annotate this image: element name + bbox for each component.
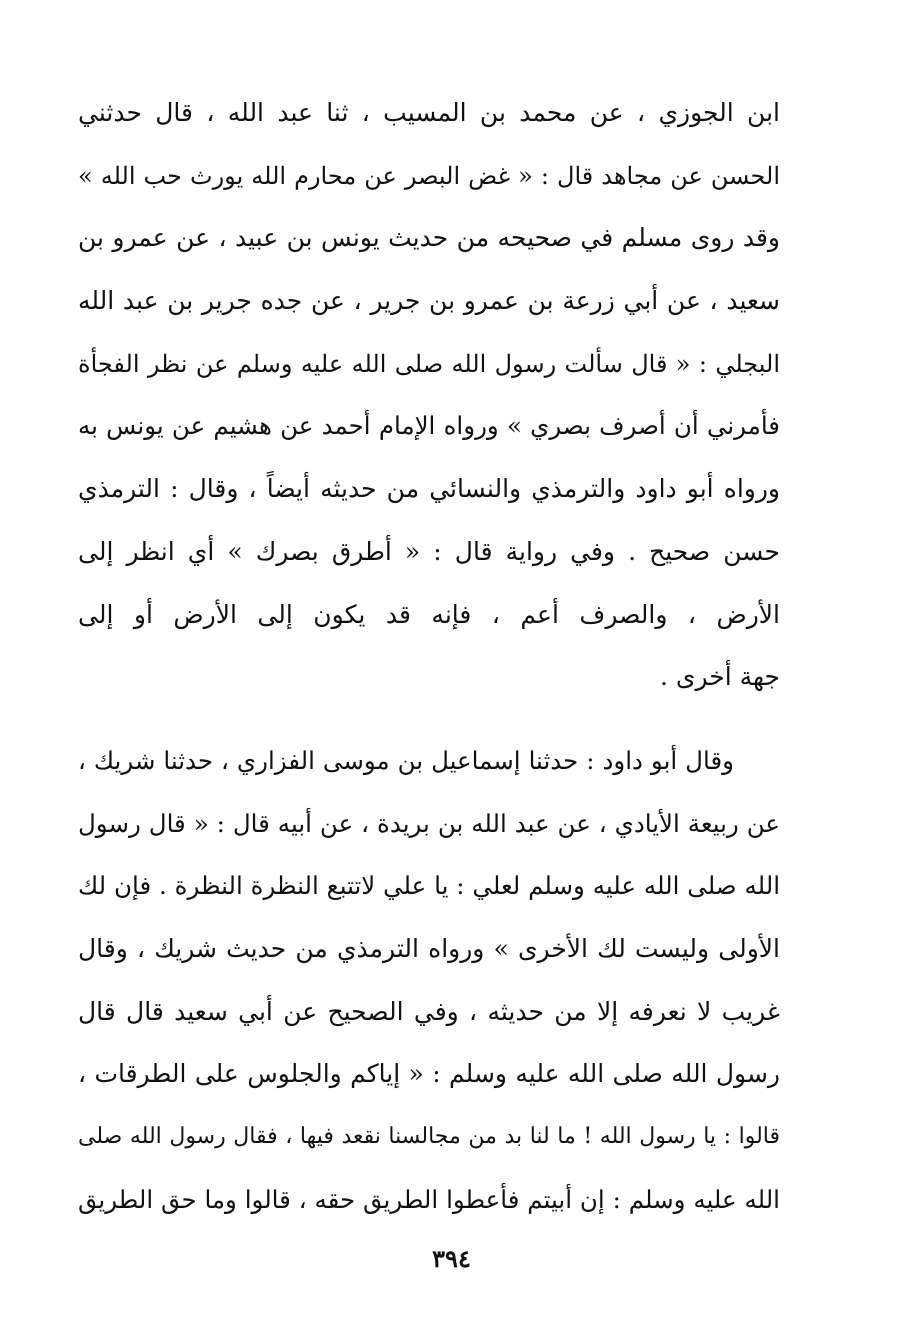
text-line: الله عليه وسلم : إن أبيتم فأعطوا الطريق حقه ، قالوا وما حق الطريق: [78, 1184, 780, 1214]
text-line: البجلي : « قال سألت رسول الله صلى الله عليه وسلم عن نظر الفجأة: [78, 349, 780, 378]
text-line: الحسن عن مجاهد قال : « غض البصر عن محارم الله يورث حب الله »: [78, 161, 780, 190]
text-line: ابن الجوزي ، عن محمد بن المسيب ، ثنا عبد الله ، قال حدثني: [78, 98, 780, 127]
text-line: رسول الله صلى الله عليه وسلم : « إياكم والجلوس على الطرقات ،: [78, 1059, 780, 1089]
paragraph-1: [78, 82, 780, 709]
text-line: الله صلى الله عليه وسلم لعلي : يا علي لاتتبع النظرة النظرة . فإن لك: [78, 871, 780, 901]
text-line: الأولى وليست لك الأخرى » ورواه الترمذي من حديث شريك ، وقال: [78, 934, 780, 964]
text-line: وقال أبو داود : حدثنا إسماعيل بن موسى الفزاري ، حدثنا شريك ،: [78, 746, 734, 775]
text-line: حسن صحيح . وفي رواية قال : « أطرق بصرك » أي انظر إلى: [78, 536, 780, 566]
text-line: سعيد ، عن أبي زرعة بن عمرو بن جرير ، عن جده جرير بن عبد الله: [78, 286, 780, 316]
text-line: فأمرني أن أصرف بصري » ورواه الإمام أحمد عن هشيم عن يونس به: [78, 411, 780, 441]
paragraph-2: [78, 730, 780, 1232]
text-line: قالوا : يا رسول الله ! ما لنا بد من مجالسنا نقعد فيها ، فقال رسول الله صلى: [78, 1124, 780, 1150]
text-line: ورواه أبو داود والترمذي والنسائي من حديثه أيضاً ، وقال : الترمذي: [78, 474, 780, 504]
text-line: غريب لا نعرفه إلا من حديثه ، وفي الصحيح عن أبي سعيد قال قال: [78, 996, 780, 1026]
text-line: جهة أخرى .: [660, 662, 780, 692]
text-line: الأرض ، والصرف أعم ، فإنه قد يكون إلى الأرض أو إلى: [78, 599, 780, 629]
text-line: عن ربيعة الأيادي ، عن عبد الله بن بريدة ، عن أبيه قال : « قال رسول: [78, 808, 780, 838]
text-line: وقد روى مسلم في صحيحه من حديث يونس بن عبيد ، عن عمرو بن: [78, 223, 780, 253]
page-number: ٣٩٤: [432, 1244, 471, 1273]
